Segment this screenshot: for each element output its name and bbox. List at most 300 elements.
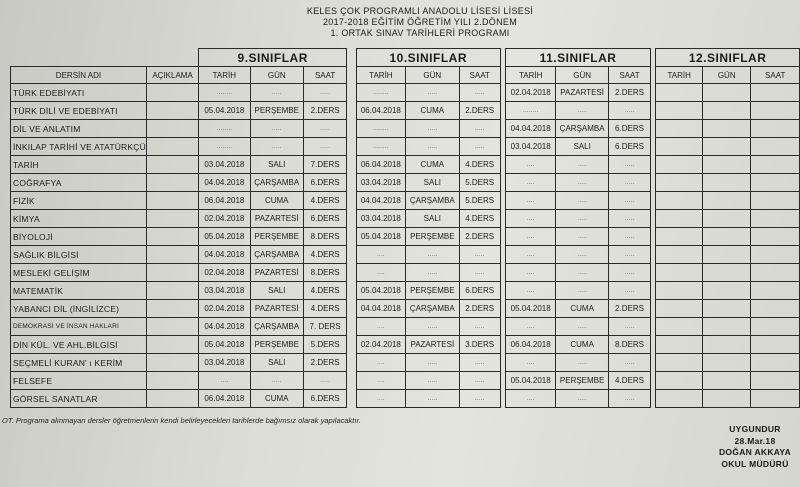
g10-day-cell: ..... [406,264,459,282]
gap [347,372,356,390]
g9-date-cell: 05.04.2018 [199,336,250,354]
g10-date-cell: 06.04.2018 [356,156,405,174]
g12-date-cell [656,336,703,354]
g10-date-cell: ........ [356,120,405,138]
g11-date-cell: .... [506,264,555,282]
g10-day-cell: CUMA [406,156,459,174]
g9-time-cell: 6.DERS [303,174,346,192]
g10-time-cell: ..... [459,354,500,372]
note-cell [146,192,198,210]
g11-day-cell: ..... [555,390,608,408]
g12-day-cell [703,210,751,228]
g11-time-cell: 2.DERS [609,300,650,318]
g12-day-cell [703,282,751,300]
lesson-name: YABANCI DİL (İNGİLİZCE) [11,300,147,318]
g11-date-cell: 06.04.2018 [506,336,555,354]
g12-date-cell [656,156,703,174]
g12-date-cell [656,282,703,300]
g9-date-cell: 06.04.2018 [199,192,250,210]
g9-time-cell: ..... [303,84,346,102]
g11-time-cell: ..... [609,282,650,300]
exam-schedule-table [10,48,800,408]
g12-date-cell [656,372,703,390]
table-row [11,282,800,300]
g12-time-cell [751,390,800,408]
g9-date-cell: 05.04.2018 [199,102,250,120]
g10-time-cell: ..... [459,84,500,102]
note-cell [146,174,198,192]
g11-time-cell: ..... [609,102,650,120]
g10-day-cell: ÇARŞAMBA [406,300,459,318]
g10-day-cell: SALI [406,210,459,228]
g9-time-cell: 6.DERS [303,210,346,228]
table-row [11,228,800,246]
g11-time-cell: ..... [609,390,650,408]
gap [347,282,356,300]
g12-day-cell [703,336,751,354]
g9-time-cell: 2.DERS [303,354,346,372]
school-name: KELES ÇOK PROGRAMLI ANADOLU LİSESİ LİSESİ [306,6,534,16]
g12-date-cell [656,318,703,336]
g10-day-cell: CUMA [406,102,459,120]
g11-date-cell: .... [506,354,555,372]
approval-label: UYGUNDUR [729,424,781,434]
g9-time-cell: 5.DERS [303,336,346,354]
g11-day-cell: ..... [555,174,608,192]
g10-time-cell: ..... [459,246,500,264]
g9-day-cell: SALI [250,354,303,372]
g9-day-cell: ÇARŞAMBA [250,318,303,336]
document-header [150,6,690,39]
g10-time-cell: 5.DERS [459,174,500,192]
g9-time-cell: 8.DERS [303,228,346,246]
g10-date-cell: 04.04.2018 [356,192,405,210]
g11-date-cell: 05.04.2018 [506,372,555,390]
note-cell [146,156,198,174]
lesson-name: DİL VE ANLATIM [11,120,147,138]
g10-date-cell: 05.04.2018 [356,282,405,300]
g10-day-cell: PAZARTESİ [406,336,459,354]
g11-time-cell: ..... [609,246,650,264]
g10-date-cell: .... [356,372,405,390]
g12-day-cell [703,264,751,282]
signature-block [700,424,800,470]
lesson-name: TARİH [11,156,147,174]
g12-time-cell [751,264,800,282]
g12-time-cell [751,318,800,336]
g9-day-cell: PERŞEMBE [250,102,303,120]
g12-date-cell [656,210,703,228]
g12-time-cell [751,102,800,120]
g12-date-cell [656,84,703,102]
lesson-name: KİMYA [11,210,147,228]
g11-time-cell: ..... [609,174,650,192]
g9-time-cell: 8.DERS [303,264,346,282]
g10-day-cell: ..... [406,318,459,336]
g10-time-cell: 2.DERS [459,228,500,246]
g12-time-cell [751,372,800,390]
lesson-name: FİZİK [11,192,147,210]
g10-time-cell: 6.DERS [459,282,500,300]
lesson-name: COĞRAFYA [11,174,147,192]
grade-11-title: 11.SINIFLAR [506,49,650,67]
academic-year: 2017-2018 EĞİTİM ÖĞRETİM YILI 2.DÖNEM [323,17,517,27]
g12-time-header: SAAT [751,67,800,84]
g10-time-cell: 5.DERS [459,192,500,210]
g10-date-cell: 02.04.2018 [356,336,405,354]
note-cell [146,102,198,120]
g12-time-cell [751,210,800,228]
g10-day-cell: PERŞEMBE [406,228,459,246]
g9-date-cell: 04.04.2018 [199,318,250,336]
gap [347,336,356,354]
g11-date-cell: .... [506,282,555,300]
lesson-name: SAĞLIK BİLGİSİ [11,246,147,264]
g12-day-cell [703,120,751,138]
note-cell [146,246,198,264]
g10-time-cell: ..... [459,318,500,336]
g11-time-header: SAAT [609,67,650,84]
g11-day-cell: PERŞEMBE [555,372,608,390]
note-cell [146,264,198,282]
g9-time-cell: 4.DERS [303,246,346,264]
g11-day-cell: ..... [555,264,608,282]
g9-time-cell: ..... [303,120,346,138]
g10-day-cell: ..... [406,84,459,102]
table-row [11,372,800,390]
g11-day-cell: PAZARTESİ [555,84,608,102]
principal-name: DOĞAN AKKAYA [718,447,792,457]
g11-time-cell: 4.DERS [609,372,650,390]
g9-date-cell: 03.04.2018 [199,354,250,372]
lesson-name: DEMOKRASİ VE İNSAN HAKLARI [11,318,147,336]
g12-day-cell [703,102,751,120]
g9-day-cell: CUMA [250,390,303,408]
g10-time-cell: 3.DERS [459,336,500,354]
g12-date-cell [656,300,703,318]
g10-day-cell: ÇARŞAMBA [406,192,459,210]
g11-date-cell: .... [506,156,555,174]
g9-date-cell: ........ [199,138,250,156]
g11-date-header: TARİH [506,67,555,84]
g12-time-cell [751,336,800,354]
table-row [11,246,800,264]
note-cell [146,372,198,390]
g10-day-cell: ..... [406,372,459,390]
g12-time-cell [751,282,800,300]
gap [347,318,356,336]
g12-day-header: GÜN [703,67,751,84]
g9-day-cell: CUMA [250,192,303,210]
table-row [11,102,800,120]
grade-12-title: 12.SINIFLAR [656,49,800,67]
note-cell [146,210,198,228]
g11-day-cell: ..... [555,192,608,210]
g11-day-cell: ..... [555,228,608,246]
lesson-name: GÖRSEL SANATLAR [11,390,147,408]
program-title: 1. ORTAK SINAV TARİHLERİ PROGRAMI [330,28,510,38]
gap [347,210,356,228]
lesson-name: MESLEKİ GELİŞİM [11,264,147,282]
g10-time-cell: 4.DERS [459,156,500,174]
g11-date-cell: .... [506,390,555,408]
g10-date-cell: ........ [356,138,405,156]
gap [347,174,356,192]
g11-date-cell: .... [506,228,555,246]
g11-time-cell: ..... [609,156,650,174]
g11-day-cell: ..... [555,354,608,372]
g11-day-cell: ..... [555,282,608,300]
g10-time-cell: ..... [459,120,500,138]
table-row [11,174,800,192]
g9-time-cell: ..... [303,372,346,390]
g10-time-cell: ..... [459,390,500,408]
note-cell [146,120,198,138]
g12-day-cell [703,156,751,174]
note-cell [146,390,198,408]
g12-time-cell [751,192,800,210]
g9-time-cell: ..... [303,138,346,156]
g12-date-cell [656,192,703,210]
g12-date-cell [656,390,703,408]
g11-time-cell: ..... [609,210,650,228]
lesson-column-header: DERSİN ADI [11,67,147,84]
table-row [11,210,800,228]
note-cell [146,84,198,102]
note-cell [146,300,198,318]
gap [347,138,356,156]
g12-day-cell [703,246,751,264]
g12-date-cell [656,102,703,120]
g9-day-cell: PAZARTESİ [250,300,303,318]
g10-day-cell: ..... [406,246,459,264]
g11-day-cell: CUMA [555,300,608,318]
g12-date-header: TARİH [656,67,703,84]
g11-date-cell: 04.04.2018 [506,120,555,138]
note-cell [146,354,198,372]
g9-date-cell: 04.04.2018 [199,174,250,192]
g9-day-cell: PAZARTESİ [250,210,303,228]
g10-date-cell: 03.04.2018 [356,210,405,228]
g12-day-cell [703,354,751,372]
lesson-name: BİYOLOJİ [11,228,147,246]
note-cell [146,318,198,336]
g9-date-cell: .... [199,372,250,390]
g11-date-cell: 02.04.2018 [506,84,555,102]
g11-date-cell: .... [506,318,555,336]
g9-time-cell: 4.DERS [303,192,346,210]
g12-date-cell [656,120,703,138]
g12-date-cell [656,174,703,192]
g9-time-cell: 6.DERS [303,390,346,408]
g10-time-header: SAAT [459,67,500,84]
g10-date-cell: .... [356,354,405,372]
g9-date-cell: ........ [199,84,250,102]
g10-day-cell: ..... [406,120,459,138]
g12-time-cell [751,138,800,156]
note-cell [146,282,198,300]
g11-time-cell: ..... [609,264,650,282]
lesson-name: İNKILAP TARİHİ VE ATATÜRKÇÜ [11,138,147,156]
g12-date-cell [656,138,703,156]
g9-day-cell: ..... [250,84,303,102]
gap [347,300,356,318]
table-row [11,120,800,138]
g12-day-cell [703,318,751,336]
g10-day-cell: PERŞEMBE [406,282,459,300]
note-cell [146,228,198,246]
g9-date-cell: 03.04.2018 [199,156,250,174]
g9-time-cell: 4.DERS [303,300,346,318]
g11-time-cell: ..... [609,192,650,210]
g12-day-cell [703,138,751,156]
g9-day-cell: PAZARTESİ [250,264,303,282]
g11-time-cell: 2.DERS [609,84,650,102]
note-column-header: AÇIKLAMA [146,67,198,84]
g12-date-cell [656,246,703,264]
g10-day-cell: SALI [406,174,459,192]
g12-time-cell [751,246,800,264]
gap [347,246,356,264]
lesson-name: FELSEFE [11,372,147,390]
g12-day-cell [703,390,751,408]
g10-day-header: GÜN [406,67,459,84]
g10-date-header: TARİH [356,67,405,84]
note-cell [146,336,198,354]
g12-day-cell [703,84,751,102]
table-row [11,156,800,174]
g9-date-cell: 04.04.2018 [199,246,250,264]
lesson-name: TÜRK EDEBİYATI [11,84,147,102]
g10-date-cell: ........ [356,84,405,102]
g11-day-cell: ÇARŞAMBA [555,120,608,138]
table-row [11,264,800,282]
lesson-name: SEÇMELİ KURAN' ı KERİM [11,354,147,372]
g12-day-cell [703,372,751,390]
g11-day-cell: ..... [555,102,608,120]
gap [347,84,356,102]
column-header-row [11,67,800,84]
g9-time-cell: 2.DERS [303,102,346,120]
g10-date-cell: 05.04.2018 [356,228,405,246]
g11-time-cell: 8.DERS [609,336,650,354]
schedule-body [11,84,800,408]
g9-date-cell: 02.04.2018 [199,264,250,282]
g9-time-cell: 4.DERS [303,282,346,300]
g11-time-cell: ..... [609,228,650,246]
grade-9-title: 9.SINIFLAR [199,49,347,67]
g11-time-cell: ..... [609,318,650,336]
table-row [11,336,800,354]
g9-time-header: SAAT [303,67,346,84]
g9-date-cell: 03.04.2018 [199,282,250,300]
g10-date-cell: 06.04.2018 [356,102,405,120]
lesson-name: DİN KÜL. VE AHL.BİLGİSİ [11,336,147,354]
g12-date-cell [656,264,703,282]
g11-day-cell: ..... [555,156,608,174]
g9-day-cell: PERŞEMBE [250,228,303,246]
g9-time-cell: 7.DERS [303,156,346,174]
g11-day-cell: CUMA [555,336,608,354]
g11-time-cell: ..... [609,354,650,372]
g10-day-cell: ..... [406,138,459,156]
g10-date-cell: .... [356,264,405,282]
grade-header-row [11,49,800,67]
g11-day-header: GÜN [555,67,608,84]
g11-day-cell: ..... [555,210,608,228]
g9-day-cell: SALI [250,282,303,300]
g11-date-cell: .... [506,246,555,264]
g10-date-cell: .... [356,390,405,408]
note-cell [146,138,198,156]
g12-day-cell [703,192,751,210]
gap [347,156,356,174]
g11-date-cell: .... [506,210,555,228]
g10-time-cell: ..... [459,138,500,156]
g10-time-cell: 4.DERS [459,210,500,228]
g10-date-cell: 04.04.2018 [356,300,405,318]
g9-date-cell: 02.04.2018 [199,300,250,318]
lesson-name: TÜRK DİLİ VE EDEBİYATI [11,102,147,120]
table-row [11,138,800,156]
g12-time-cell [751,228,800,246]
g9-day-cell: ÇARŞAMBA [250,174,303,192]
gap [347,102,356,120]
header-spacer [11,49,199,67]
g12-time-cell [751,300,800,318]
g9-day-cell: ..... [250,372,303,390]
g10-time-cell: ..... [459,372,500,390]
g10-day-cell: ..... [406,354,459,372]
table-row [11,300,800,318]
gap [347,67,356,84]
table-row [11,84,800,102]
g11-date-cell: .... [506,192,555,210]
g12-day-cell [703,228,751,246]
gap [347,192,356,210]
footnote: OT. Programa alınmayan dersler öğretmenlerin kendi belirleyecekleri tarihlerde bağımsız olarak yapılacaktır. [2,416,361,425]
g10-date-cell: 03.04.2018 [356,174,405,192]
g9-day-cell: SALI [250,156,303,174]
gap [347,354,356,372]
gap [347,49,356,67]
g12-day-cell [703,174,751,192]
g9-date-cell: ........ [199,120,250,138]
g10-time-cell: 2.DERS [459,300,500,318]
g9-date-header: TARİH [199,67,250,84]
g12-time-cell [751,354,800,372]
g9-day-cell: ..... [250,138,303,156]
g9-date-cell: 02.04.2018 [199,210,250,228]
g11-date-cell: 05.04.2018 [506,300,555,318]
g11-day-cell: ..... [555,246,608,264]
table-row [11,192,800,210]
approval-date: 28.Mar.18 [734,435,776,446]
g12-date-cell [656,228,703,246]
g12-day-cell [703,300,751,318]
g9-day-cell: ÇARŞAMBA [250,246,303,264]
g9-time-cell: 7. DERS [303,318,346,336]
g9-day-cell: PERŞEMBE [250,336,303,354]
grade-10-title: 10.SINIFLAR [356,49,500,67]
principal-title: OKUL MÜDÜRÜ [721,458,789,469]
gap [347,120,356,138]
g10-date-cell: .... [356,318,405,336]
g10-time-cell: ..... [459,264,500,282]
g10-day-cell: ..... [406,390,459,408]
gap [347,264,356,282]
g9-date-cell: 05.04.2018 [199,228,250,246]
